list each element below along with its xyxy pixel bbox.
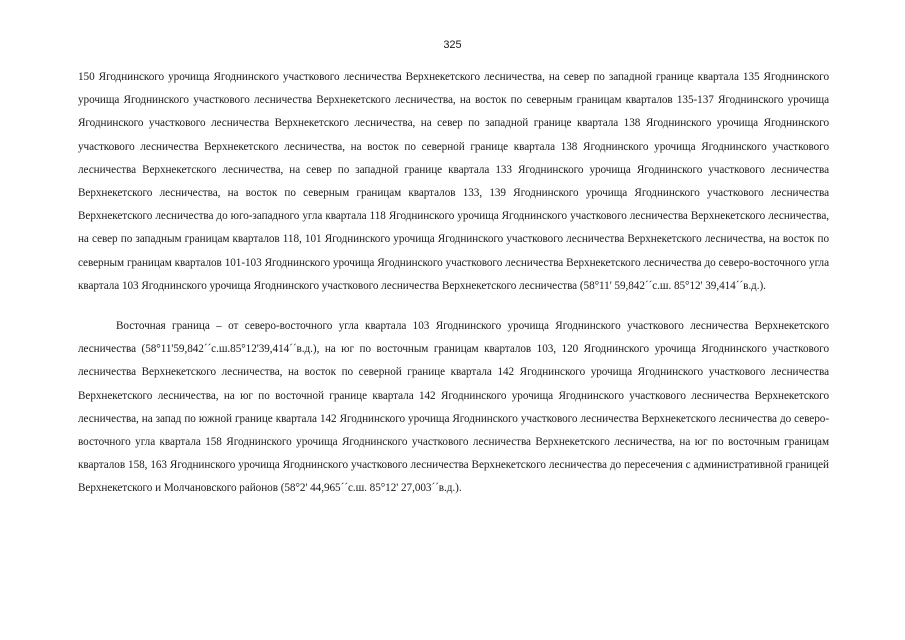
document-body	[78, 66, 829, 501]
page-number: 325	[443, 39, 462, 51]
paragraph-western-boundary-continuation: 150 Ягоднинского урочища Ягоднинского участкового лесничества Верхнекетского лесничества, на север по западной границе квартала 135 Ягоднинского урочища Ягоднинского участкового лесничества Верхнекетского лесничества, на восток по северным границам кварталов 135-137 Ягоднинского урочища Ягоднинского участкового лесничества Верхнекетского лесничества, на север по западной границе квартала 138 Ягоднинского урочища Ягоднинского участкового лесничества Верхнекетского лесничества, на восток по северной границе квартала 138 Ягоднинского урочища Ягоднинского участкового лесничества Верхнекетского лесничества, на север по западной границе квартала 133 Ягоднинского урочища Ягоднинского участкового лесничества Верхнекетского лесничества, на восток по северным границам кварталов 133, 139 Ягоднинского урочища Ягоднинского участкового лесничества Верхнекетского лесничества до юго-западного угла квартала 118 Ягоднинского урочища Ягоднинского участкового лесничества Верхнекетского лесничества, на север по западным границам кварталов 118, 101 Ягоднинского урочища Ягоднинского участкового лесничества Верхнекетского лесничества, на восток по северным границам кварталов 101-103 Ягоднинского урочища Ягоднинского участкового лесничества Верхнекетского лесничества до северо-восточного угла квартала 103 Ягоднинского урочища Ягоднинского участкового лесничества Верхнекетского лесничества (58°11' 59,842´´с.ш. 85°12' 39,414´´в.д.).	[78, 71, 829, 292]
paragraph-eastern-boundary: Восточная граница – от северо-восточного угла квартала 103 Ягоднинского урочища Ягоднинского участкового лесничества Верхнекетского лесничества (58°11'59,842´´с.ш.85°12'39,414´´в.д.), на юг по восточным границам кварталов 103, 120 Ягоднинского урочища Ягоднинского участкового лесничества Верхнекетского лесничества, на восток по северной границе квартала 142 Ягоднинского урочища Ягоднинского участкового лесничества Верхнекетского лесничества, на юг по восточной границе квартала 142 Ягоднинского урочища Ягоднинского участкового лесничества Верхнекетского лесничества, на запад по южной границе квартала 142 Ягоднинского урочища Ягоднинского участкового лесничества Верхнекетского лесничества до северо-восточного угла квартала 158 Ягоднинского урочища Ягоднинского участкового лесничества Верхнекетского лесничества, на юг по восточным границам кварталов 158, 163 Ягоднинского урочища Ягоднинского участкового лесничества Верхнекетского лесничества до пересечения с административной границей Верхнекетского и Молчановского районов (58°2' 44,965´´с.ш. 85°12' 27,003´´в.д.).	[78, 320, 829, 495]
